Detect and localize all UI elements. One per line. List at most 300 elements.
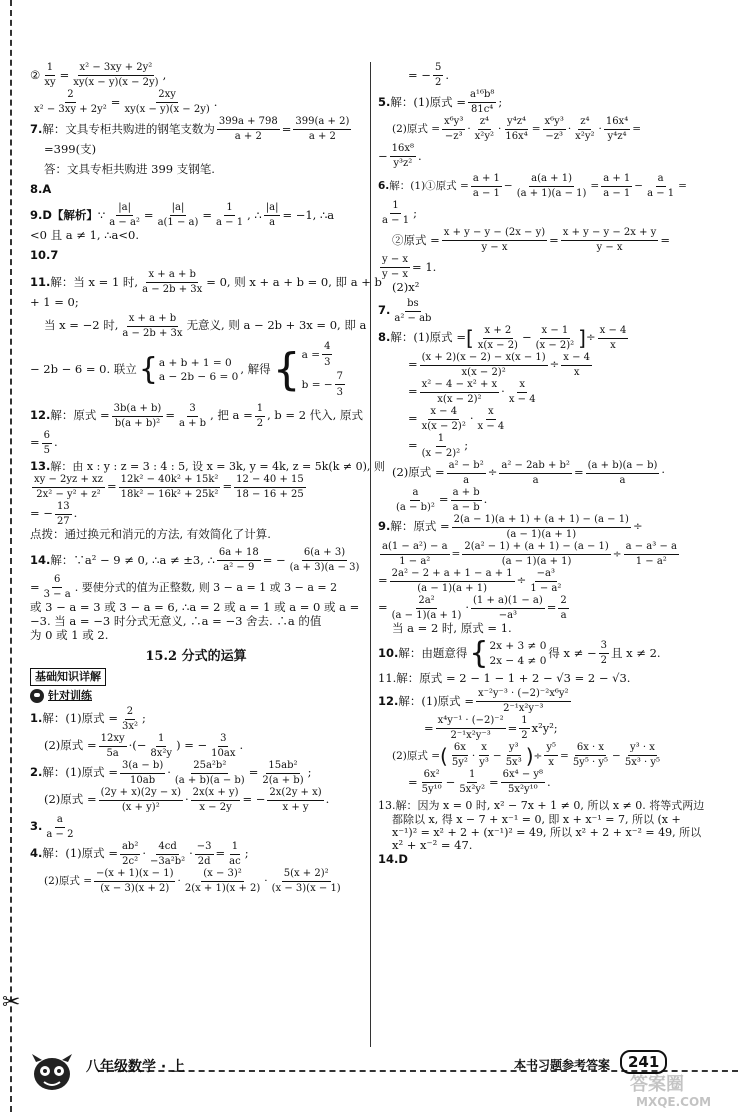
text: 当 a = 2 时, 原式 = 1. xyxy=(392,620,512,635)
denominator: b(a + b)² xyxy=(114,417,161,429)
basic-knowledge-label: 基础知识详解 xyxy=(30,668,106,685)
fraction xyxy=(260,760,305,787)
numerator: 2 xyxy=(125,706,135,720)
denominator: a + 2 xyxy=(234,131,262,142)
numerator: 6x² xyxy=(422,769,442,783)
numerator: 6 xyxy=(42,430,52,444)
text: (2)原式 = xyxy=(44,738,97,753)
answer-line xyxy=(30,62,362,89)
fraction xyxy=(42,430,52,457)
text: 8.A xyxy=(30,181,52,196)
text: · xyxy=(264,874,268,887)
text: ÷ xyxy=(612,548,622,560)
text: = − xyxy=(242,792,266,807)
numerator: bs xyxy=(405,298,421,312)
text: 解：(1)原式 = xyxy=(390,330,466,345)
numerator: (1 + a)(1 − a) xyxy=(471,595,545,609)
text: ÷ xyxy=(533,749,543,762)
text: = xyxy=(106,479,117,494)
denominator: x² − 3xy + 2y² xyxy=(34,104,107,115)
answer-9r xyxy=(378,514,708,541)
numerator: 1 xyxy=(156,733,166,747)
text: = xyxy=(248,765,259,780)
text: a = xyxy=(301,348,321,361)
text: = 1. xyxy=(412,259,437,274)
text: = − xyxy=(408,67,431,82)
answer-line xyxy=(378,281,708,295)
text: 解：(1)原式 = xyxy=(390,94,466,109)
inequality: 2x − 4 ≠ 0 xyxy=(489,654,547,667)
denominator: 1 − a² xyxy=(399,555,431,567)
fraction xyxy=(476,325,520,352)
denominator: 5x³ · y⁵ xyxy=(624,757,661,769)
text: = xyxy=(378,573,388,588)
numerator: 1 xyxy=(45,62,55,76)
denominator: (x − 2)² xyxy=(421,447,461,459)
denominator: x²y² xyxy=(575,131,595,142)
denominator: xy(x − y)(x − 2y) xyxy=(73,77,159,88)
text: (2)x² xyxy=(392,280,420,294)
fraction xyxy=(645,173,676,200)
practice-label: 针对训练 xyxy=(48,688,92,702)
numerator: 2a² − 2 + a + 1 − a + 1 xyxy=(390,568,515,582)
fraction xyxy=(335,370,345,400)
denominator: y − x xyxy=(382,269,409,280)
fraction xyxy=(534,325,577,352)
section-title: 15.2 分式的运算 xyxy=(145,648,247,664)
text: (2)原式 = xyxy=(44,792,97,807)
fraction xyxy=(288,547,362,574)
numerator: 1 xyxy=(519,715,529,729)
text: − xyxy=(521,330,532,345)
text: 得 x ≠ − xyxy=(548,645,597,660)
fraction xyxy=(447,460,486,487)
question-number: 9.D xyxy=(30,207,52,222)
fraction xyxy=(217,116,280,143)
fraction xyxy=(457,769,487,796)
fraction xyxy=(214,202,245,229)
text: 为 0 或 1 或 2. xyxy=(30,627,109,642)
denominator: y⁴z⁴ xyxy=(607,131,627,142)
numerator: x − 4 xyxy=(428,406,459,420)
denominator: (x − 3)(x − 1) xyxy=(271,882,341,894)
question-number: 1. xyxy=(30,711,43,726)
numerator: ab² xyxy=(120,841,140,855)
numerator: 6 xyxy=(52,574,62,588)
denominator: 2d xyxy=(197,855,211,867)
denominator: a − 2 xyxy=(46,828,74,840)
numerator: 6(a + 3) xyxy=(302,547,347,561)
denominator: a xyxy=(269,217,276,229)
answer-line xyxy=(30,868,362,895)
numerator: x⁶y³ xyxy=(442,116,465,130)
numerator: (a + b)(a − b) xyxy=(586,460,660,474)
denominator: 2 xyxy=(434,77,442,88)
denominator: x(x − 2)² xyxy=(437,393,482,405)
answer-line xyxy=(378,116,708,143)
numerator: 12xy xyxy=(99,733,127,747)
fraction xyxy=(420,352,548,379)
numerator: 16x⁴ xyxy=(604,116,630,130)
text: . 要使分式的值为正整数, 则 3 − a = 1 或 3 − a = 2 xyxy=(74,581,338,595)
paren: ) xyxy=(525,743,534,768)
text: · xyxy=(598,123,602,136)
text: 10.7 xyxy=(30,248,59,263)
denominator: 5x²y¹⁰ xyxy=(507,784,538,796)
numerator: x² − 4 − x² + x xyxy=(420,379,500,393)
denominator: a − 1 xyxy=(216,217,244,229)
numerator: −a³ xyxy=(535,568,557,582)
text: x⁻¹)² = x² + 2 + (x⁻¹)² = 49, 所以 x² + 2 + x⁻² = 49, 所以 xyxy=(392,825,702,839)
denominator: a² − 9 xyxy=(223,562,255,574)
numerator: 399(a + 2) xyxy=(293,116,351,130)
text: 解：文具专柜共购进的钢笔支数为 xyxy=(42,121,215,136)
fraction xyxy=(623,742,662,769)
question-number: 7. xyxy=(30,121,43,136)
numerator: 5 xyxy=(433,62,443,76)
fraction xyxy=(140,269,204,296)
denominator: −a³ xyxy=(498,609,518,621)
numerator: 12 − 40 + 15 xyxy=(234,474,306,488)
text: ; xyxy=(141,711,146,726)
fraction xyxy=(507,379,538,406)
numerator: (2y + x)(2y − x) xyxy=(99,787,183,801)
answer-s1 xyxy=(30,706,362,733)
numerator: 3b(a + b) xyxy=(112,403,164,417)
numerator: |a| xyxy=(116,202,133,216)
text: · xyxy=(467,123,471,136)
numerator: x⁻²y⁻³ · (−2)⁻²x⁶y² xyxy=(476,688,571,702)
answer-line xyxy=(378,433,708,460)
numerator: a + b xyxy=(451,487,482,501)
denominator: x²y² xyxy=(474,131,494,142)
fraction xyxy=(451,487,482,514)
text: · xyxy=(465,600,470,615)
denominator: a xyxy=(463,474,470,486)
fraction xyxy=(122,89,211,116)
inequality-system xyxy=(469,635,547,671)
text: = xyxy=(281,121,292,136)
text: − 2b − 6 = 0. 联立 xyxy=(30,361,137,376)
numerator: a + 1 xyxy=(601,173,632,187)
text: 13.解：因为 x = 0 时, x² − 7x + 1 ≠ 0, 所以 x ≠ 0. 将等式两边 xyxy=(378,799,705,813)
answer-11r xyxy=(378,672,708,686)
fraction xyxy=(156,202,201,229)
numerator: y³ · x xyxy=(628,742,657,756)
fraction xyxy=(94,868,175,895)
denominator: x − 2y xyxy=(199,801,232,813)
answer-8r xyxy=(378,325,708,352)
numerator: x − 1 xyxy=(540,325,571,339)
answer-line xyxy=(30,296,362,310)
answer-line xyxy=(378,826,708,839)
numerator: x + 2 xyxy=(483,325,514,339)
numerator: (x − 3)² xyxy=(201,868,244,882)
fraction xyxy=(544,742,558,769)
text: = xyxy=(660,232,670,247)
text: ; xyxy=(464,438,469,453)
text: = xyxy=(632,123,642,136)
text: 11.解：原式 = 2 − 1 − 1 + 2 − √3 = 2 − √3. xyxy=(378,670,631,685)
denominator: 5y¹⁰ xyxy=(421,784,442,796)
text: = xyxy=(59,67,70,82)
denominator: 3 xyxy=(336,387,344,399)
bracket: [ xyxy=(465,326,474,351)
fraction xyxy=(148,841,187,868)
text: , 解得 xyxy=(240,361,271,376)
fraction xyxy=(604,116,630,143)
numerator: 25a²b² xyxy=(191,760,228,774)
fraction xyxy=(515,173,589,200)
numerator: a xyxy=(55,814,65,828)
text: b = − xyxy=(301,378,333,391)
denominator: a − 1 xyxy=(472,188,500,199)
text: · xyxy=(189,846,193,861)
numerator: |a| xyxy=(264,202,281,216)
text: = xyxy=(678,180,687,193)
fraction xyxy=(177,403,208,430)
denominator: 2⁻¹x²y⁻³ xyxy=(503,703,544,715)
denominator: 5y² xyxy=(451,757,468,769)
fraction xyxy=(499,460,572,487)
fraction xyxy=(32,474,105,501)
watermark-domain: MXQE.COM xyxy=(636,1095,712,1109)
denominator: xy xyxy=(44,77,56,88)
text: 解：∵a² − 9 ≠ 0, ∴a ≠ ±3, ∴ xyxy=(50,552,215,567)
numerator: x xyxy=(517,379,527,393)
answer-14r xyxy=(378,853,708,867)
question-number: 6. xyxy=(378,180,390,193)
text: = − xyxy=(30,506,53,521)
denominator: 2 xyxy=(521,730,528,742)
text: = xyxy=(143,207,154,222)
denominator: 8x²y xyxy=(150,747,173,759)
denominator: (x + y)² xyxy=(121,801,160,813)
fraction xyxy=(571,742,610,769)
numerator: x² − 3xy + 2y² xyxy=(78,62,155,76)
numerator: 12k² − 40k² + 15k² xyxy=(119,474,221,488)
fraction xyxy=(599,640,609,667)
fraction xyxy=(120,313,184,340)
question-number: 4. xyxy=(30,846,43,861)
numerator: a(a + 1) xyxy=(529,173,574,187)
question-number: 12. xyxy=(378,693,399,708)
text: ÷ xyxy=(549,357,560,372)
fraction xyxy=(543,116,566,143)
denominator: (a + 1)(a − 1) xyxy=(516,188,587,199)
fraction xyxy=(217,547,261,574)
answer-line xyxy=(378,379,708,406)
scissors-icon: ✂ xyxy=(2,990,21,1015)
text: . xyxy=(325,792,330,807)
footer-title: 本书习题参考答案 xyxy=(514,1058,611,1072)
fraction xyxy=(420,433,463,460)
fraction xyxy=(528,568,563,595)
numerator: 2x(x + y) xyxy=(191,787,241,801)
answer-line xyxy=(378,595,708,622)
text: = xyxy=(408,774,418,789)
text: , ∴ xyxy=(247,207,262,222)
numerator: 3 xyxy=(599,640,609,654)
numerator: x − 4 xyxy=(598,325,629,339)
fraction xyxy=(586,460,660,487)
denominator: (a − 1)(a + 1) xyxy=(501,555,572,567)
answer-line xyxy=(30,601,362,615)
text: = xyxy=(451,548,461,560)
numerator: a² − 2ab + b² xyxy=(499,460,572,474)
answer-line xyxy=(378,715,708,742)
fraction xyxy=(504,742,524,769)
text: . xyxy=(73,506,78,521)
answer-8 xyxy=(30,183,362,197)
text: . xyxy=(483,492,488,507)
text: , b = 2 代入, 原式 xyxy=(267,408,363,423)
text: ; xyxy=(307,765,312,780)
answer-12 xyxy=(30,403,362,430)
fraction xyxy=(42,62,57,89)
numerator: x⁶y³ xyxy=(543,116,566,130)
text: (2)原式 = xyxy=(392,123,441,136)
denominator: 2(x + 1)(x + 2) xyxy=(184,882,261,894)
question-number: 3. xyxy=(30,819,43,834)
denominator: xy(x − y)(x − 2y) xyxy=(124,104,210,115)
text: · xyxy=(471,749,476,762)
text: = −1, ∴a xyxy=(282,207,335,222)
denominator: 81c⁴ xyxy=(470,104,494,115)
text: (2)原式 = xyxy=(392,465,445,480)
text: 解：(1)①原式 = xyxy=(389,180,469,193)
question-number: 9. xyxy=(378,519,391,534)
denominator: 3 xyxy=(324,357,331,369)
text: . xyxy=(547,774,551,789)
numerator: x xyxy=(486,406,496,420)
denominator: (a + 3)(a − 3) xyxy=(289,562,360,574)
numerator: 1 xyxy=(224,202,234,216)
numerator: y⁴z⁴ xyxy=(505,116,528,130)
fraction xyxy=(476,406,507,433)
numerator: 16x⁸ xyxy=(390,143,416,157)
denominator: a xyxy=(560,609,567,621)
text: = xyxy=(408,384,418,399)
denominator: 10ax xyxy=(211,747,236,759)
numerator: a¹⁶b⁸ xyxy=(468,89,496,103)
question-number: 10. xyxy=(378,645,399,660)
answer-line xyxy=(378,541,708,568)
text: 解：由 x : y : z = 3 : 4 : 5, 设 x = 3k, y = 4k, z = 5k(k ≠ 0), 则 xyxy=(50,460,385,474)
numerator: 1 xyxy=(467,769,477,783)
answer-10r xyxy=(378,635,708,671)
answer-s4 xyxy=(30,841,362,868)
text: <0 且 a ≠ 1, ∴a<0. xyxy=(30,228,139,243)
text: = xyxy=(438,492,449,507)
sub-section xyxy=(30,689,362,703)
denominator: a − 1 xyxy=(382,215,410,226)
denominator: x(x − 2)² xyxy=(421,420,466,432)
numerator: 6x⁴ − y⁸ xyxy=(501,769,545,783)
fraction xyxy=(519,715,529,742)
text: = xyxy=(507,720,518,735)
denominator: (a − 1)(a + 1) xyxy=(417,582,488,594)
answer-line xyxy=(378,813,708,826)
answer-line xyxy=(30,312,367,340)
text: . xyxy=(213,94,218,109)
text: ) = − xyxy=(176,738,208,753)
numerator: 1 xyxy=(436,433,446,447)
text: = 0, 则 x + a + b = 0, 即 a + b xyxy=(206,274,382,289)
text: = xyxy=(546,600,557,615)
text: = xyxy=(165,408,175,423)
fraction xyxy=(234,474,306,501)
text: = xyxy=(424,720,434,735)
denominator: y³ xyxy=(479,757,489,769)
fraction xyxy=(390,143,416,170)
text: · xyxy=(184,792,189,807)
denominator: x xyxy=(573,366,580,378)
answer-line xyxy=(30,340,362,400)
text: = xyxy=(110,94,121,109)
numerator: a + 1 xyxy=(471,173,502,187)
fraction xyxy=(264,202,281,229)
numerator: xy − 2yz + xz xyxy=(32,474,105,488)
fraction xyxy=(442,227,547,254)
fraction xyxy=(107,202,142,229)
fraction xyxy=(267,787,323,814)
fraction xyxy=(473,116,496,143)
fraction xyxy=(71,62,160,89)
numerator: x xyxy=(479,742,489,756)
text: − xyxy=(378,148,388,163)
text: . xyxy=(54,435,58,450)
denominator: −z³ xyxy=(545,131,563,142)
fraction xyxy=(255,403,265,430)
numerator: a xyxy=(656,173,666,187)
numerator: 2(a − 1)(a + 1) + (a + 1) − (a − 1) xyxy=(452,514,631,528)
text: −3. 当 a = −3 时分式无意义, ∴a = −3 舍去. ∴a 的值 xyxy=(30,614,322,629)
fraction xyxy=(227,841,243,868)
text: 解：由题意得 xyxy=(398,645,468,660)
denominator: a + b xyxy=(178,417,207,429)
text: 14.D xyxy=(378,851,408,866)
cut-line xyxy=(10,0,12,1112)
equation: a + b + 1 = 0 xyxy=(158,356,232,369)
answer-10 xyxy=(30,249,362,263)
denominator: −3a²b² xyxy=(150,855,186,867)
text: = − xyxy=(262,552,286,567)
text: = xyxy=(549,232,559,247)
denominator: 5a xyxy=(106,747,119,759)
denominator: a − 2b + 3x xyxy=(122,327,183,339)
answer-line xyxy=(30,474,362,501)
text: = xyxy=(408,411,418,426)
text: 解：(1)原式 = xyxy=(42,765,118,780)
text: · xyxy=(167,765,171,780)
text: − xyxy=(445,774,456,789)
answer-line xyxy=(378,742,708,769)
denominator: 3x² xyxy=(121,720,138,732)
text: 解：原式 = xyxy=(390,519,450,534)
answer-line xyxy=(30,501,362,528)
denominator: a xyxy=(619,474,626,486)
denominator: 16x⁴ xyxy=(505,131,528,142)
fraction xyxy=(32,89,109,116)
answer-line xyxy=(378,839,708,853)
fraction xyxy=(471,173,502,200)
fraction xyxy=(55,501,72,528)
text: . xyxy=(418,148,422,163)
question-number: 14. xyxy=(30,552,51,567)
text: x²y²; xyxy=(531,720,558,735)
fraction xyxy=(450,742,470,769)
